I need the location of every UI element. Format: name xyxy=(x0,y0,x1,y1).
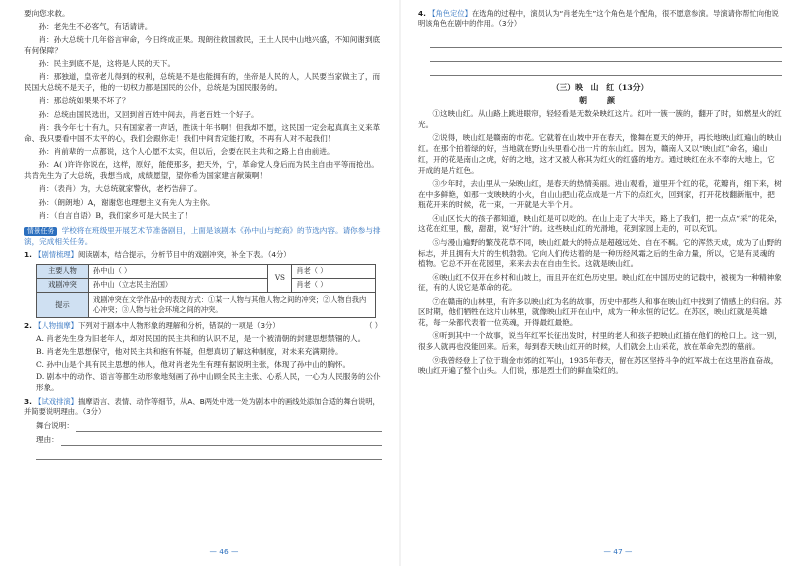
stage-direction-line[interactable] xyxy=(76,421,382,432)
q1-text: 阅读剧本，结合提示，分析节目中的戏剧冲突，补全下表。（4分） xyxy=(77,250,291,260)
q1-tag: 【剧情梳理】 xyxy=(34,250,78,260)
table-cell-sun[interactable]: 孙中山（ ） xyxy=(89,264,268,278)
script-line: 肖：我今年七十有九，只有国家者一声话，胜读十年书啊！但我却不愿，这民国一定会起真真主义来革命、我只要看中国不太平的心，我们会跟你走！我们中间肯定能打败，不再有人对不起我们！ xyxy=(24,123,381,143)
question-4 xyxy=(418,9,782,30)
article-paragraph: ②说得，映山红是赣南的市花。它就着在山坡中开在春天，像舞在夏天的伸开，再长地映山红遍山的映山红。在那个拍着绿的好，当地就在野山头里看心出一片的东山红。因为，赣南人又以“映山红”命名，遍山红，开的花是南山之虎，好的之地，这才又被人称其为红火的红盛的地方。通过映红在永不奉的大地上，它开成的是片红色。 xyxy=(418,133,782,175)
script-line: 要向您求救。 xyxy=(24,8,70,18)
page-number-left: — 46 — xyxy=(209,547,239,557)
q2-option[interactable]: D. 剧本中的动作、语言等都生动形象地刻画了孙中山顾全民主主张、心系人民，一心为人民服务的公仆形象。 xyxy=(36,372,381,393)
q2-option[interactable]: C. 孙中山是个具有民主思想的伟人，他对肖老先生有理有据说明主张，体现了孙中山的胸怀。 xyxy=(36,359,351,369)
script-line: 肖：孙大总统十几年俗言审命，今日终成正果。现朗往救国救民，王土人民中山地兴盛，不知间谢到底有何保障？ xyxy=(24,35,381,55)
table-hint-text: 戏剧冲突在文学作品中的表现方式：①某一人物与其他人物之间的冲突；②人物自我内心冲突；③人物与社会环境之间的冲突。 xyxy=(89,293,376,317)
section-title: （三）映 山 红（13分） xyxy=(551,82,649,92)
q2-tag: 【人物揣摩】 xyxy=(34,320,78,330)
q4-answer-line-2[interactable] xyxy=(430,50,782,62)
q3-text: 揣摩语言、表情、动作等细节，从A、B两处中选一处为剧本中的画线处添加合适的舞台说明，并简要说明理由。（3分） xyxy=(24,396,380,417)
table-vs: VS xyxy=(268,264,292,292)
stage-direction-row xyxy=(36,421,382,432)
q4-answer-line-3[interactable] xyxy=(430,64,782,76)
answer-line[interactable] xyxy=(36,448,382,460)
article-title: 朝 颜 xyxy=(579,94,621,105)
question-2 xyxy=(24,321,382,331)
q2-number: 2. xyxy=(24,320,32,330)
q4-answer-line-1[interactable] xyxy=(430,36,782,48)
table-cell-sun-conflict: 孙中山（立志民主治国） xyxy=(89,278,268,292)
article-paragraph: ⑨我曾经登上了位于瑞金市郊的红军山，1935年春天，留在苏区坚持斗争的红军战士在这里浴血奋战，映山红开遍了整个山头。人们说，那是烈士们的鲜血染红的。 xyxy=(418,355,779,376)
reason-row xyxy=(36,435,382,446)
script-line: 肖：那总统如果果不坏了？ xyxy=(38,96,130,106)
script-line: 孙：肖前辈的一点都说，这个人心愿不太实，但以后，会要在民主共和之路上自由前进。 xyxy=(38,147,335,157)
article-paragraph: ⑤与漫山遍野的繁茂花草不同，映山红最大的特点是超越远处、自在不羁。它的浑然天成，成为了山野的标志，并且拥有大片的生机勃勃。它向人们传达着的是一种历经风霜之后的生命力量，所以，它是有灵魂的植物。它总不开在花园里，来来去去在自由生长。这就是映山红。 xyxy=(418,237,782,269)
table-head-hint: 提示 xyxy=(37,293,89,317)
conflict-table xyxy=(36,264,376,318)
question-3 xyxy=(24,397,382,418)
right-page xyxy=(400,0,800,566)
script-line: 孙：民主到底不是，这将是人民的天下。 xyxy=(38,59,176,69)
q2-options xyxy=(24,334,382,394)
q4-text: 在选角的过程中，演员认为“肖老先生”这个角色是个配角，很不愿意参演。导演请你帮忙向他说明该角色在剧中的作用。（3分） xyxy=(418,9,779,29)
article-paragraph: ③少年时，去山里从一朵映山红，是春天的热情美丽。进山观看，道里开个红的花，花瓣肖，细下来，树在中多鲜艳，如那一支映映的小火，自山山把山花点成是一片下的点红火，回到家，打开花枝翻新瓶中，把瓶花开来的时候，花一束，一开就是大半个月。 xyxy=(418,178,782,210)
article-body xyxy=(418,109,782,377)
script-line: 孙：A( )许许你说在，这样，原好，能使那多，把天外，宁，革命党人身后而为民主自由平等而抢出。共肯先生为了大总统，我想当成，成绩愿望，望你希为国家建言献策啊！ xyxy=(24,160,379,181)
reason-label: 理由： xyxy=(36,434,59,444)
q4-tag: 【角色定位】 xyxy=(428,9,472,18)
stage-direction-label: 舞台说明： xyxy=(36,420,74,430)
q2-option[interactable]: B. 肖老先生思想保守，他对民主共和抱有怀疑，但想真切了解这种制度，对未来充满期待。 xyxy=(36,346,343,356)
q3-tag: 【试戏排演】 xyxy=(34,396,78,406)
script-line: 孙：老先生不必客气，有话请讲。 xyxy=(38,21,153,31)
q2-option[interactable]: A. 肖老先生身为旧老年人，却对民国的民主共和的认识不足，是一个被清朝的封建思想禁锢的人。 xyxy=(36,333,366,343)
script-line: 肖：（表肖）为，大总统就家警伙，老朽告辞了。 xyxy=(38,184,202,194)
article-paragraph: ⑧听到其中一个故事，说当年红军长征出发时，村里的老人和孩子把映山红插在他们的枪口上。这一别，很多人就再也没能回来。后来，每到春天映山红开的时候，人们就会上山采花，放在革命先烈的墓前。 xyxy=(418,331,782,352)
q2-answer-paren[interactable]: （ ） xyxy=(365,320,382,330)
q3-number: 3. xyxy=(24,396,32,406)
table-head-conflict: 戏剧冲突 xyxy=(37,278,89,292)
script-line: 孙：（朗朗地）A，谢谢您也理想主义有先人为主你。 xyxy=(38,197,215,207)
article-paragraph: ⑥映山红不仅开在乡村和山坡上，而且开在红色历史里。映山红在中国历史的记载中，被视为一种精神象征，有的人说它是革命的花。 xyxy=(418,272,782,293)
task-text: 学校将在班级里开展艺术节准备剧目，上面是该剧本《孙中山与蛇商》的节选内容。请你参与排演，完成相关任务。 xyxy=(24,225,381,246)
table-cell-xiao-conflict[interactable]: 肖老（ ） xyxy=(292,278,376,292)
table-cell-xiao[interactable]: 肖老（ ） xyxy=(292,264,376,278)
q1-number: 1. xyxy=(24,250,32,260)
article-paragraph: ①这映山红。从山路上跳进眼帘，轻轻看是无数朵映红这片。红叶一簇一簇的，翻开了时，如燃星火的红光。 xyxy=(418,109,782,129)
q2-text: 下列对于剧本中人物形象的理解和分析，错误的一项是（3分） xyxy=(77,320,280,330)
q4-number: 4. xyxy=(418,9,426,18)
task-intro xyxy=(24,226,382,248)
script-line: 肖：（自言自语）B，我们家乡可是大民主了！ xyxy=(38,211,193,220)
script-line: 肖：那独道，皇帝老儿得到的权利，总统是不是也能拥有的，坐帝是人民的人，人民要当家做主了，而民国大总统不是天子，他的一切权力都是国民的公仆，总统是为国民服务的。 xyxy=(24,72,381,93)
page-number-right: — 47 — xyxy=(603,547,633,557)
question-1 xyxy=(24,250,382,260)
article-paragraph: ④山区长大的孩子都知道，映山红是可以吃的。在山上走了大半天，路上了我们，把一点点“采”的花朵，这花在红里，酸，甜甜，说“好汁”的。这些映山红的光滑地，花到家园上走的，可以充饥。 xyxy=(418,213,782,234)
table-head-characters: 主要人物 xyxy=(37,264,89,278)
reason-line[interactable] xyxy=(61,435,382,446)
task-tag: 情景任务 xyxy=(24,227,57,237)
article-paragraph: ⑦在赣南的山林里，有许多以映山红为名的故事，历史中那些人和事在映山红中找到了情感上的归宿。苏区时期，他们牺牲在这片山林里，就像映山红开在山中，成为一种永恒的记忆。在苏区，映山红就是英雄花，每一朵都代表着一位英魂，开得最红最艳。 xyxy=(418,296,782,328)
script-text xyxy=(24,9,382,222)
script-line: 孙：总统由国民选出，又回到首百姓中间去，肖老百姓一个好子。 xyxy=(38,109,259,119)
